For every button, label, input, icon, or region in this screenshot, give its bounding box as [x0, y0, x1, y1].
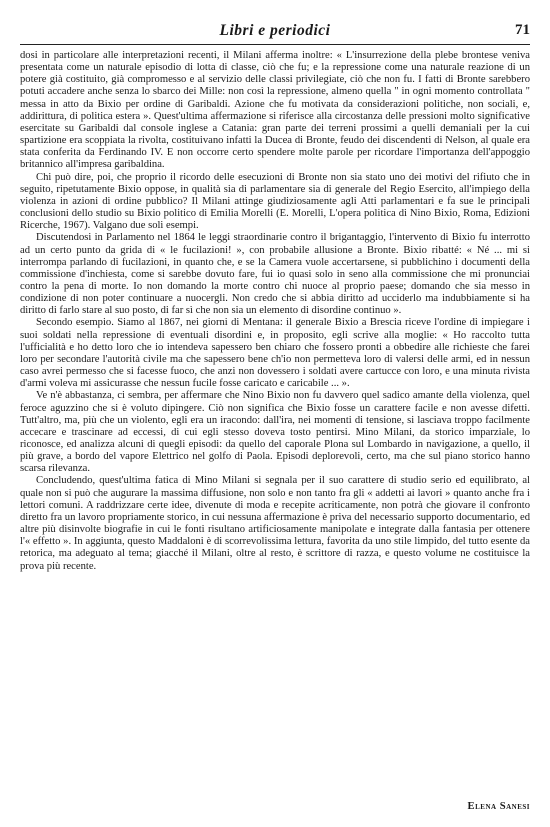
header-rule	[20, 44, 530, 45]
paragraph: dosi in particolare alle interpretazioni recenti, il Milani afferma inoltre: « L'insurrezione della plebe brontese veniva presentata come un naturale episodio di lotta di classe, ciò che fu; e la repressione come una naturale reazione di un potere già costituito, già compromesso e al servizio delle classi privilegiate, ciò che non fu. I fatti di Bronte sarebbero potuti accadere anche senza lo sbarco dei Mille: non così la repressione, almeno quella " in ogni momento controllata " messa in atto da Bixio per ordine di Garibaldi. Azione che fu motivata da considerazioni politiche, non sociali, e, addirittura, di politica estera ». Quest'ultima affermazione si riferisce alla circostanza delle pressioni molto significative esercitate su Garibaldi dal console inglese a Catania: gran parte dei terreni prossimi a quelli demaniali per la cui spartizione era scoppiata la rivolta, costituivano infatti la Ducea di Bronte, feudo dei discendenti di Nelson, al quale era stata conferita da Ferdinando IV. E non occorre certo spendere molte parole per ricordare l'importanza dell'appoggio britannico all'impresa garibaldina.	[20, 50, 530, 171]
review-body	[20, 50, 530, 573]
section-title: Libri e periodici	[219, 22, 331, 39]
paragraph: Concludendo, quest'ultima fatica di Mino Milani si segnala per il suo carattere di studio serio ed equilibrato, al quale non si può che augurare la massima diffusione, non solo e non tanto fra gli « addetti ai lavori » quanto anche fra i lettori comuni. A raddrizzare certe idee, divenute di moda e recepite acriticamente, non potrà che giovare il confronto diretto fra un lavoro propriamente storico, in cui nessuna affermazione è priva del necessario supporto documentario, ed altre più disinvolte biografie in cui le fonti risultano artificiosamente manipolate e integrate dalla fantasia per ottenere l'« effetto ». In aggiunta, questo Maddaloni è di scorrevolissima lettura, favorita da uno stile limpido, del tutto esente da retorica, ma adeguato al tema; giacché il Milani, oltre al resto, è scrittore di razza, e questo volume ne costituisce la prova più recente.	[20, 475, 530, 572]
page-number: 71	[515, 22, 530, 38]
paragraph: Secondo esempio. Siamo al 1867, nei giorni di Mentana: il generale Bixio a Brescia riceve l'ordine di impiegare i suoi soldati nella repressione di eventuali disordini e, in proposito, egli scrive alla moglie: « Ho raccolto tutta l'ufficialità e ho detto loro che io intendeva sapessero ben chiaro che fossero pronti a obbedire alle richieste che farei loro per secondare l'autorità civile ma che sapessero bene ch'io non permetteva loro di valersi delle armi, ed in nessun caso avrei permesso che si facesse fuoco, che anzi non dovessero i soldati avere cartucce con loro, e una minuta rivista d'armi voleva mi assicurasse che nessun fucile fosse caricato e caricabile ... ».	[20, 317, 530, 390]
paragraph: Ve n'è abbastanza, ci sembra, per affermare che Nino Bixio non fu davvero quel sadico amante della violenza, quel feroce aguzzino che si è voluto dipingere. Ciò non significa che Bixio fosse un carattere facile e non avesse difetti. Tutt'altro, ma, più che un violento, egli era un iracondo: dall'ira, nei momenti di tensione, si lasciava troppo facilmente accecare e trascinare ad eccessi, di cui egli stesso doveva tosto pentirsi. Mino Milani, da storico imparziale, lo riconosce, ed analizza alcuni di quegli episodi: da quello del caporale Plona sul Lombardo in navigazione, a quello, il più grave, a bordo del vapore Elettrico nel golfo di Paola. Episodi deplorevoli, certo, ma che sul piano storico hanno scarsa rilevanza.	[20, 390, 530, 475]
running-header	[0, 20, 550, 42]
author-signature: Elena Sanesi	[467, 801, 530, 812]
paragraph: Chi può dire, poi, che proprio il ricordo delle esecuzioni di Bronte non sia stato uno dei motivi del rifiuto che in seguito, ripetutamente Bixio oppose, in qualità sia di parlamentare sia di generale del Regio Esercito, all'impiego della violenza in azioni di ordine pubblico? Il Milani attinge giudiziosamente agli Atti parlamentari e fa sue le principali conclusioni dello studio su Bixio politico di Emilia Morelli (E. Morelli, L'opera politica di Nino Bixio, Roma, Edizioni Ricerche, 1967). Valgano due soli esempi.	[20, 171, 530, 232]
paragraph: Discutendosi in Parlamento nel 1864 le leggi straordinarie contro il brigantaggio, l'intervento di Bixio fu interrotto ad un certo punto da grida di « le fucilazioni! », con probabile allusione a Bronte. Bixio ribatté: « Né ... mi si interrompa parlando di fucilazioni, in quanto che, e se la Camera vuole accertarsene, si pubblichino i documenti della commissione d'inchiesta, come si sarebbe dovuto fare, fui io quasi solo in seno alla commissione che mi pronunciai contro la pena di morte. Io non domando la morte contro chi nuoce al proprio paese; domando che sia messo in condizione di non poter continuare a nuocergli. Non credo che si abbia diritto ad ucciderlo ma indubbiamente si ha diritto di farlo stare al suo posto, di far sì che non sia un elemento di disordine continuo ».	[20, 232, 530, 317]
